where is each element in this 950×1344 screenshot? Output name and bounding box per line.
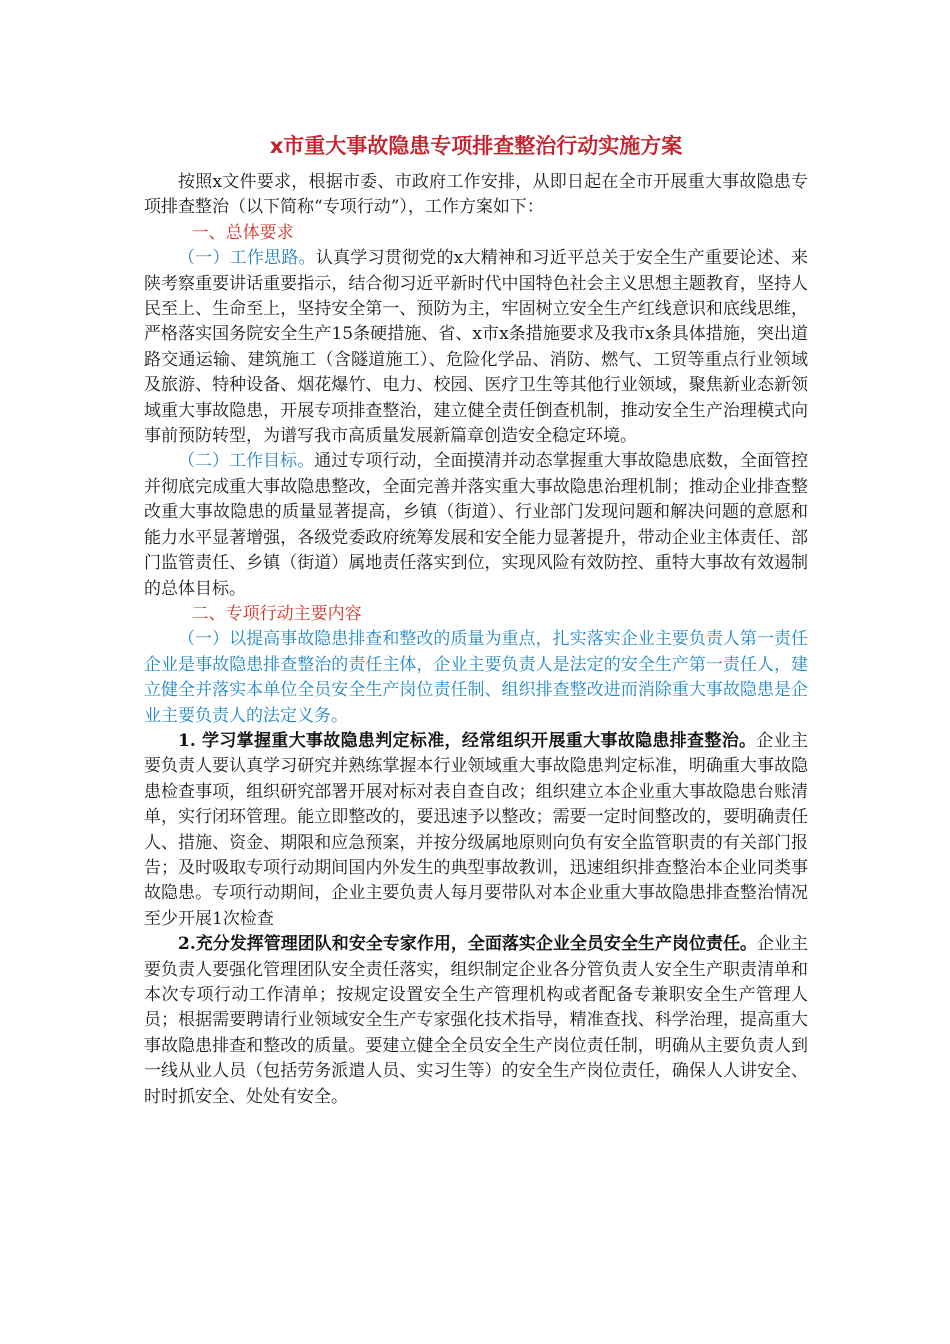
section-2-point-1-text: 企业主要负责人要认真学习研究并熟练掌握本行业领域重大事故隐患判定标准，明确重大事故隐患检查事项，组织研究部署开展对标对表自查自改；组织建立本企业重大事故隐患台账清单，实行闭环管理。能立即整改的，要迅速予以整改；需要一定时间整改的，要明确责任人、措施、资金、期限和应急预案，并按分级属地原则向负有安全监管职责的有关部门报告；及时吸取专项行动期间国内外发生的典型事故教训，迅速组织排查整治本企业同类事故隐患。专项行动期间，企业主要负责人每月要带队对本企业重大事故隐患排查整治情况至少开展1次检查 [144, 730, 809, 929]
section-1-item-1-paragraph [144, 246, 808, 449]
section-1-item-2-label: （二）工作目标。 [178, 451, 315, 472]
section-2-heading: 二、专项行动主要内容 [191, 603, 362, 624]
section-1-heading: 一、总体要求 [191, 222, 294, 243]
section-1-item-1-label: （一）工作思路。 [178, 248, 316, 269]
section-2-item-1-paragraph: （一）以提高事故隐患排查和整改的质量为重点，扎实落实企业主要负责人第一责任企业是事故隐患排查整治的责任主体，企业主要负责人是法定的安全生产第一责任人，建立健全并落实本单位全员安全生产岗位责任制、组织排查整改进而消除重大事故隐患是企业主要负责人的法定义务。 [144, 629, 808, 726]
section-2-point-2-text: 企业主要负责人要强化管理团队安全责任落实，组织制定企业各分管负责人安全生产职责清单和本次专项行动工作清单；按规定设置安全生产管理机构或者配备专兼职安全生产管理人员；根据需要聘请行业领域安全生产专家强化技术指导，精准查找、科学治理，提高重大事故隐患排查和整改的质量。要建立健全全员安全生产岗位责任制，明确从主要负责人到一线从业人员（包括劳务派遣人员、实习生等）的安全生产岗位责任，确保人人讲安全、时时抓安全、处处有安全。 [144, 934, 808, 1107]
document-title: x市重大事故隐患专项排查整治行动实施方案 [269, 134, 683, 158]
section-1-item-2-text: 通过专项行动，全面摸清并动态掌握重大事故隐患底数，全面管控并彻底完成重大事故隐患整改，全面完善并落实重大事故隐患治理机制；推动企业排查整改重大事故隐患的质量显著提高，乡镇（街道）、行业部门发现问题和解决问题的意愿和能力水平显著增强，各级党委政府统筹发展和安全能力显著提升，带动企业主体责任、部门监管责任、乡镇（街道）属地责任落实到位，实现风险有效防控、重特大事故有效遏制的总体目标。 [144, 451, 809, 599]
section-2-point-2-paragraph [144, 932, 808, 1110]
section-1-item-2-paragraph [144, 449, 808, 601]
section-2-point-2-heading: 2.充分发挥管理团队和安全专家作用，全面落实企业全员安全生产岗位责任。 [178, 934, 757, 955]
section-1-item-1-text: 认真学习贯彻党的x大精神和习近平总关于安全生产重要论述、来陕考察重要讲话重要指示，结合彻习近平新时代中国特色社会主义思想主题教育，坚持人民至上、生命至上，坚持安全第一、预防为主，牢固树立安全生产红线意识和底线思维，严格落实国务院安全生产15条硬措施、省、x市x条措施要求及我市x条具体措施，突出道路交通运输、建筑施工（含隧道施工）、危险化学品、消防、燃气、工贸等重点行业领域及旅游、特种设备、烟花爆竹、电力、校园、医疗卫生等其他行业领域，聚焦新业态新领域重大事故隐患，开展专项排查整治，建立健全责任倒查机制，推动安全生产治理模式向事前预防转型，为谱写我市高质量发展新篇章创造安全稳定环境。 [144, 248, 808, 447]
section-2-point-1-paragraph [144, 729, 808, 932]
document-body [144, 128, 808, 1110]
intro-paragraph: 按照x文件要求，根据市委、市政府工作安排，从即日起在全市开展重大事故隐患专项排查整治（以下简称“专项行动”），工作方案如下： [144, 172, 808, 218]
section-2-point-1-heading: 1. 学习掌握重大事故隐患判定标准，经常组织开展重大事故隐患排查整治。 [178, 730, 757, 751]
